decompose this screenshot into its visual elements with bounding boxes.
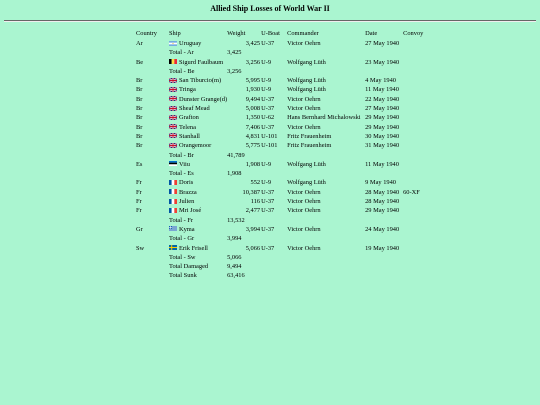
- convoy-cell: [403, 244, 433, 253]
- date-cell: 22 May 1940: [365, 95, 400, 103]
- empty-cell: [261, 253, 287, 262]
- ship-name: San Tiburcio(m): [179, 77, 222, 85]
- france-flag-icon: [169, 188, 177, 193]
- total-label: Total - Sw: [169, 253, 196, 261]
- country-cell: Br: [136, 123, 143, 131]
- total-row: [136, 271, 433, 280]
- weight-cell: 3,994: [245, 225, 261, 233]
- total-row: [136, 216, 433, 225]
- total-row: [136, 151, 433, 160]
- ship-cell: [169, 113, 227, 122]
- france-flag-icon: [169, 179, 177, 184]
- ship-cell: [169, 244, 227, 253]
- weight-cell: 5,775: [245, 142, 261, 150]
- table-row: [136, 206, 433, 215]
- total-row: [136, 169, 433, 178]
- table-row: [136, 39, 433, 48]
- table-row: [136, 160, 433, 169]
- total-label: Total - Ar: [169, 49, 194, 57]
- ship-name: Orangemoor: [179, 142, 212, 150]
- convoy-cell: [403, 225, 433, 234]
- date-cell: 23 May 1940: [365, 58, 400, 66]
- empty-cell: [365, 67, 403, 76]
- uboat-cell: U-62: [261, 114, 275, 122]
- total-row: [136, 253, 433, 262]
- empty-cell: [365, 234, 403, 243]
- ship-cell: [169, 104, 227, 113]
- country-cell: Fr: [136, 188, 142, 196]
- convoy-cell: [403, 160, 433, 169]
- ship-cell: [169, 206, 227, 215]
- empty-cell: [136, 48, 169, 57]
- uk-flag-icon: [169, 105, 177, 110]
- empty-cell: [136, 151, 169, 160]
- date-cell: 24 May 1940: [365, 225, 400, 233]
- empty-cell: [403, 67, 433, 76]
- table-row: [136, 178, 433, 187]
- date-cell: 4 May 1940: [365, 77, 396, 85]
- weight-cell: 116: [250, 198, 261, 206]
- convoy-cell: [403, 104, 433, 113]
- uk-flag-icon: [169, 132, 177, 137]
- table-row: [136, 76, 433, 85]
- ship-cell: [169, 58, 227, 67]
- date-cell: 28 May 1940: [365, 188, 400, 196]
- table-row: [136, 113, 433, 122]
- weight-cell: 3,425: [245, 40, 261, 47]
- empty-cell: [365, 253, 403, 262]
- ship-name: Doris: [179, 179, 194, 187]
- uboat-cell: U-101: [261, 132, 278, 140]
- empty-cell: [403, 169, 433, 178]
- total-weight: 1,908: [227, 170, 242, 178]
- convoy-cell: [403, 39, 433, 48]
- uboat-cell: U-9: [261, 160, 272, 168]
- convoy-cell: [403, 76, 433, 85]
- commander-cell: Victor Oehrn: [287, 95, 321, 103]
- header-country: Country: [136, 30, 157, 37]
- date-cell: 29 May 1940: [365, 123, 400, 131]
- weight-cell: 1,908: [245, 160, 261, 168]
- country-cell: Sw: [136, 244, 145, 252]
- empty-cell: [261, 216, 287, 225]
- ship-cell: [169, 95, 227, 104]
- uk-flag-icon: [169, 77, 177, 82]
- uboat-cell: U-37: [261, 244, 275, 252]
- country-cell: Es: [136, 160, 143, 168]
- weight-cell: 5,995: [245, 77, 261, 85]
- belgium-flag-icon: [169, 58, 177, 63]
- uboat-cell: U-101: [261, 142, 278, 150]
- ship-cell: [169, 178, 227, 187]
- date-cell: 28 May 1940: [365, 198, 400, 206]
- france-flag-icon: [169, 207, 177, 212]
- greece-flag-icon: [169, 225, 177, 230]
- total-weight: 41,789: [227, 151, 245, 159]
- table-row: [136, 141, 433, 150]
- uboat-cell: U-37: [261, 40, 275, 47]
- ship-name: Viiu: [179, 160, 190, 168]
- ship-name: Grafton: [179, 114, 199, 122]
- header-commander: Commander: [287, 30, 319, 37]
- table-header-row: [136, 29, 433, 39]
- uboat-cell: U-9: [261, 179, 272, 187]
- ship-name: Kyma: [179, 225, 195, 233]
- total-label: Total - Br: [169, 151, 194, 159]
- table-row: [136, 197, 433, 206]
- ship-name: Mri José: [179, 207, 202, 215]
- empty-cell: [261, 151, 287, 160]
- total-weight: 63,416: [227, 272, 245, 280]
- empty-cell: [261, 271, 287, 280]
- empty-cell: [261, 48, 287, 57]
- empty-cell: [403, 48, 433, 57]
- date-cell: 11 May 1940: [365, 86, 399, 94]
- convoy-cell: 60-XF: [403, 188, 420, 196]
- empty-cell: [365, 271, 403, 280]
- empty-cell: [136, 253, 169, 262]
- weight-cell: 10,387: [242, 188, 261, 196]
- date-cell: 31 May 1940: [365, 142, 400, 150]
- empty-cell: [287, 253, 365, 262]
- uboat-cell: U-9: [261, 86, 272, 94]
- uboat-cell: U-37: [261, 188, 275, 196]
- ship-name: Dunster Grange(d): [179, 95, 228, 103]
- ship-cell: [169, 85, 227, 94]
- convoy-cell: [403, 58, 433, 67]
- uk-flag-icon: [169, 114, 177, 119]
- empty-cell: [136, 262, 169, 271]
- convoy-cell: [403, 95, 433, 104]
- total-row: [136, 67, 433, 76]
- weight-cell: 3,256: [245, 58, 261, 66]
- ship-name: Erik Frisell: [179, 244, 208, 252]
- empty-cell: [403, 216, 433, 225]
- country-cell: Fr: [136, 207, 142, 215]
- ship-cell: [169, 141, 227, 150]
- date-cell: 9 May 1940: [365, 179, 396, 187]
- weight-cell: 5,008: [245, 105, 261, 113]
- ship-cell: [169, 76, 227, 85]
- table-row: [136, 132, 433, 141]
- ship-cell: [169, 225, 227, 234]
- date-cell: 27 May 1940: [365, 105, 400, 113]
- empty-cell: [403, 271, 433, 280]
- uboat-cell: U-37: [261, 105, 275, 113]
- commander-cell: Victor Oehrn: [287, 40, 321, 47]
- table-row: [136, 58, 433, 67]
- date-cell: 30 May 1940: [365, 132, 400, 140]
- commander-cell: Wolfgang Lüth: [287, 160, 326, 168]
- empty-cell: [403, 253, 433, 262]
- uk-flag-icon: [169, 86, 177, 91]
- convoy-cell: [403, 123, 433, 132]
- total-row: [136, 48, 433, 57]
- empty-cell: [365, 48, 403, 57]
- total-label: Total - Gr: [169, 235, 195, 243]
- page-title: Allied Ship Losses of World War II: [210, 4, 330, 13]
- country-cell: Br: [136, 114, 143, 122]
- empty-cell: [287, 151, 365, 160]
- argentina-flag-icon: [169, 40, 177, 45]
- table-row: [136, 95, 433, 104]
- horizontal-rule: [4, 20, 536, 22]
- empty-cell: [136, 234, 169, 243]
- uboat-cell: U-9: [261, 77, 272, 85]
- uboat-cell: U-37: [261, 123, 275, 131]
- empty-cell: [365, 216, 403, 225]
- convoy-cell: [403, 197, 433, 206]
- uboat-cell: U-37: [261, 95, 275, 103]
- table-row: [136, 225, 433, 234]
- uboat-cell: U-9: [261, 58, 272, 66]
- convoy-cell: [403, 206, 433, 215]
- table-row: [136, 104, 433, 113]
- uk-flag-icon: [169, 95, 177, 100]
- convoy-cell: [403, 113, 433, 122]
- uboat-cell: U-37: [261, 198, 275, 206]
- header-weight: Weight: [227, 30, 246, 37]
- country-cell: Ar: [136, 40, 143, 47]
- country-cell: Fr: [136, 198, 142, 206]
- ship-cell: [169, 188, 227, 197]
- ship-name: Sheaf Mead: [179, 105, 210, 113]
- header-ship: Ship: [169, 30, 181, 37]
- total-row: [136, 262, 433, 271]
- date-cell: 29 May 1940: [365, 114, 400, 122]
- total-row: [136, 234, 433, 243]
- total-label: Total - Es: [169, 170, 194, 178]
- ship-name: Stanhall: [179, 132, 200, 140]
- uk-flag-icon: [169, 123, 177, 128]
- total-weight: 3,256: [227, 67, 242, 75]
- table-row: [136, 85, 433, 94]
- country-cell: Fr: [136, 179, 142, 187]
- empty-cell: [261, 169, 287, 178]
- table-row: [136, 244, 433, 253]
- empty-cell: [261, 67, 287, 76]
- country-cell: Br: [136, 142, 143, 150]
- weight-cell: 552: [250, 179, 261, 187]
- ship-name: Julien: [179, 198, 195, 206]
- total-label: Total Sunk: [169, 272, 197, 280]
- empty-cell: [365, 262, 403, 271]
- ship-cell: [169, 39, 227, 48]
- empty-cell: [287, 216, 365, 225]
- total-weight: 13,532: [227, 216, 245, 224]
- empty-cell: [287, 169, 365, 178]
- empty-cell: [287, 67, 365, 76]
- convoy-cell: [403, 132, 433, 141]
- empty-cell: [287, 262, 365, 271]
- ship-cell: [169, 160, 227, 169]
- country-cell: Be: [136, 58, 144, 66]
- commander-cell: Victor Oehrn: [287, 105, 321, 113]
- estonia-flag-icon: [169, 160, 177, 165]
- table-row: [136, 188, 433, 197]
- ship-cell: [169, 123, 227, 132]
- commander-cell: Wolfgang Lüth: [287, 77, 326, 85]
- header-date: Date: [365, 30, 378, 37]
- ship-cell: [169, 197, 227, 206]
- empty-cell: [287, 234, 365, 243]
- ship-name: Uruguay: [179, 40, 202, 47]
- uboat-cell: U-37: [261, 207, 275, 215]
- commander-cell: Victor Oehrn: [287, 207, 321, 215]
- uk-flag-icon: [169, 142, 177, 147]
- weight-cell: 5,066: [245, 244, 261, 252]
- commander-cell: Victor Oehrn: [287, 244, 321, 252]
- ship-name: Brazza: [179, 188, 197, 196]
- total-weight: 9,494: [227, 263, 242, 271]
- convoy-cell: [403, 85, 433, 94]
- empty-cell: [136, 169, 169, 178]
- empty-cell: [261, 234, 287, 243]
- country-cell: Br: [136, 86, 143, 94]
- empty-cell: [136, 67, 169, 76]
- total-weight: 3,425: [227, 49, 242, 57]
- ship-name: Sigurd Faulbaum: [179, 58, 224, 66]
- commander-cell: Wolfgang Lüth: [287, 179, 326, 187]
- empty-cell: [287, 271, 365, 280]
- country-cell: Br: [136, 77, 143, 85]
- convoy-cell: [403, 178, 433, 187]
- country-cell: Gr: [136, 225, 143, 233]
- weight-cell: 9,494: [245, 95, 261, 103]
- weight-cell: 1,350: [245, 114, 261, 122]
- commander-cell: Fritz Frauenheim: [287, 142, 332, 150]
- header-convoy: Convoy: [403, 30, 424, 37]
- date-cell: 27 May 1940: [365, 40, 400, 47]
- empty-cell: [365, 169, 403, 178]
- ship-name: Telena: [179, 123, 196, 131]
- weight-cell: 4,831: [245, 132, 261, 140]
- commander-cell: Wolfgang Lüth: [287, 58, 326, 66]
- country-cell: Br: [136, 95, 143, 103]
- commander-cell: Fritz Frauenheim: [287, 132, 332, 140]
- commander-cell: Wolfgang Lüth: [287, 86, 326, 94]
- commander-cell: Victor Oehrn: [287, 198, 321, 206]
- empty-cell: [136, 216, 169, 225]
- empty-cell: [403, 234, 433, 243]
- country-cell: Br: [136, 132, 143, 140]
- header-uboat: U-Boat: [261, 30, 280, 37]
- empty-cell: [136, 271, 169, 280]
- empty-cell: [261, 262, 287, 271]
- date-cell: 11 May 1940: [365, 160, 399, 168]
- empty-cell: [365, 151, 403, 160]
- convoy-cell: [403, 141, 433, 150]
- commander-cell: Victor Oehrn: [287, 123, 321, 131]
- uboat-cell: U-37: [261, 225, 275, 233]
- losses-table: [136, 29, 433, 281]
- commander-cell: Victor Oehrn: [287, 188, 321, 196]
- ship-name: Tringa: [179, 86, 196, 94]
- empty-cell: [403, 262, 433, 271]
- commander-cell: Hans Bernhard Michalowski: [287, 114, 361, 122]
- total-label: Total - Fr: [169, 216, 194, 224]
- date-cell: 19 May 1940: [365, 244, 400, 252]
- weight-cell: 7,406: [245, 123, 261, 131]
- empty-cell: [403, 151, 433, 160]
- country-cell: Br: [136, 105, 143, 113]
- total-weight: 3,994: [227, 235, 242, 243]
- commander-cell: Victor Oehrn: [287, 225, 321, 233]
- empty-cell: [287, 48, 365, 57]
- date-cell: 29 May 1940: [365, 207, 400, 215]
- table-row: [136, 123, 433, 132]
- france-flag-icon: [169, 198, 177, 203]
- weight-cell: 1,930: [245, 86, 261, 94]
- total-weight: 5,066: [227, 253, 242, 261]
- total-label: Total - Be: [169, 67, 195, 75]
- weight-cell: 2,477: [245, 207, 261, 215]
- total-label: Total Damaged: [169, 263, 209, 271]
- ship-cell: [169, 132, 227, 141]
- sweden-flag-icon: [169, 244, 177, 249]
